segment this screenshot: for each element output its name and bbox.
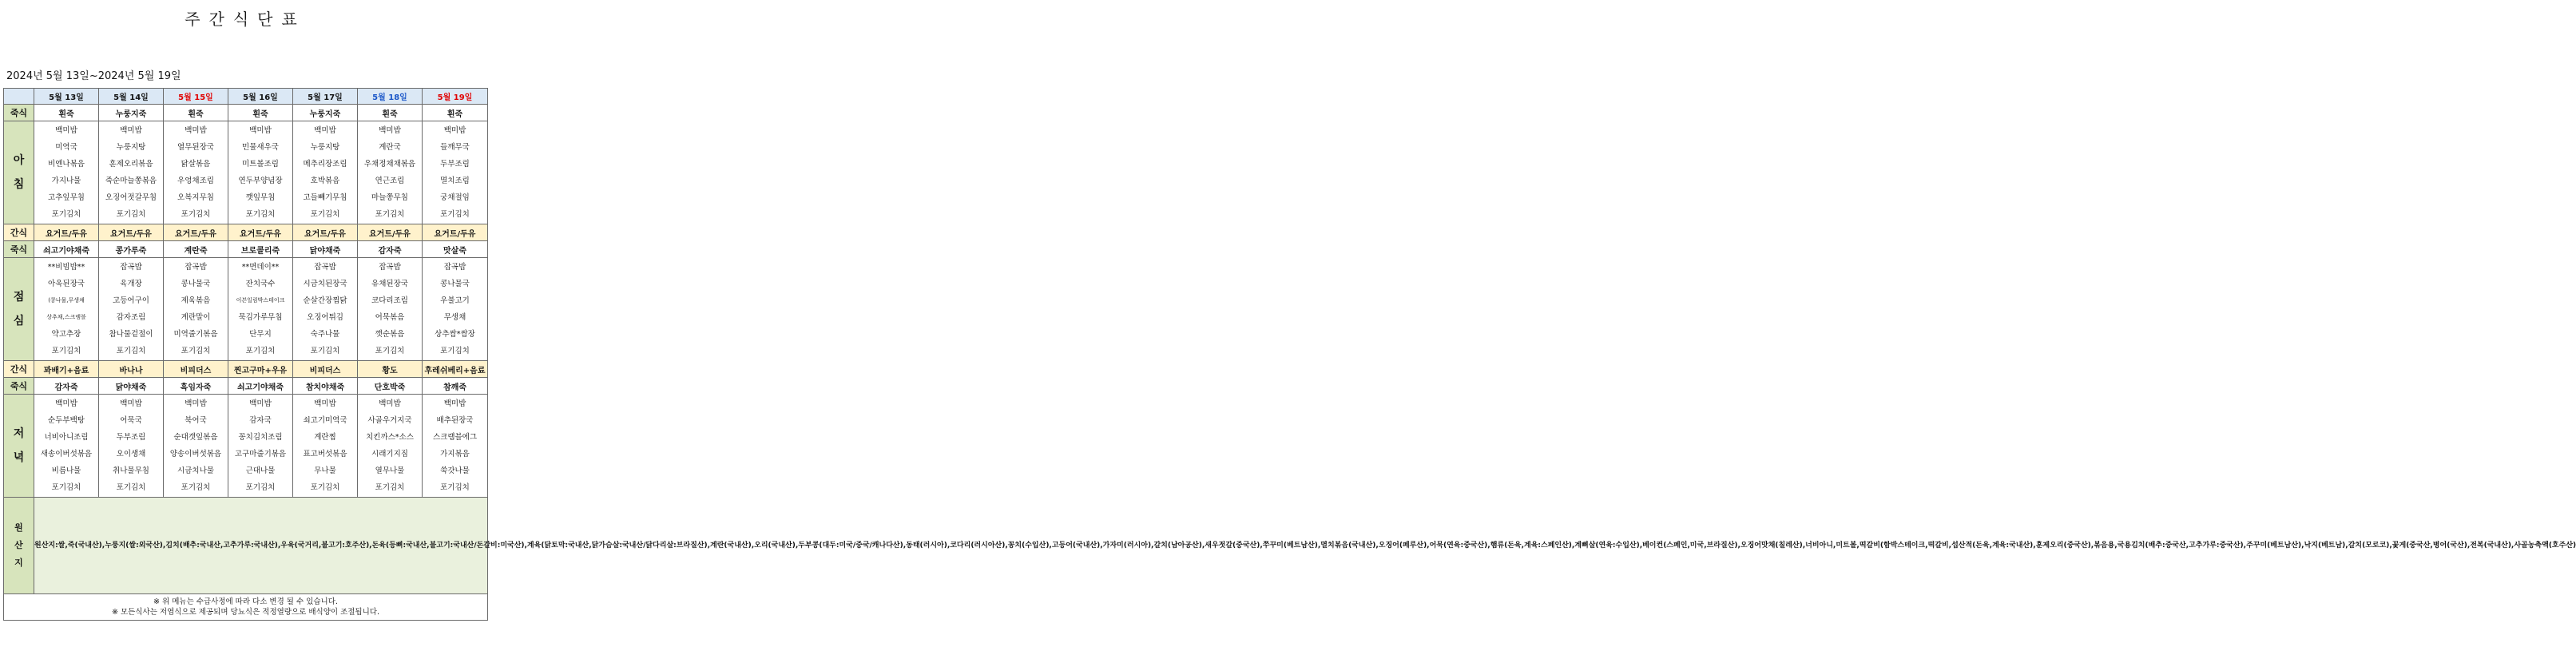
menu-item: 백미밥 [120,399,142,408]
porridge-cell: 감자죽 [358,241,423,258]
breakfast-label [4,121,34,224]
menu-item: 열무나물 [375,466,405,475]
menu-item: 오복지무침 [177,193,214,202]
menu-item: 포기김치 [116,210,146,219]
menu-item: 이븐일림박스테이크 [236,297,285,304]
menu-item: 포기김치 [310,483,340,492]
snack-cell: 요거트/두유 [99,224,164,241]
day-header: 5월 13일 [34,89,99,105]
lunch-label [4,258,34,361]
menu-item: 시금치된장국 [303,280,347,288]
menu-item: 비엔나볶음 [48,160,85,169]
menu-item: 북어국 [185,416,207,425]
dinner-cell [34,395,99,498]
menu-item: 죽순마늘쫑볶음 [105,177,157,185]
menu-item: 호박볶음 [310,177,340,185]
dinner-cell [358,395,423,498]
porridge-cell: 흰죽 [358,105,423,121]
porridge-cell: 콩가루죽 [99,241,164,258]
menu-item: 시래기지짐 [371,450,408,458]
menu-item: 잡곡밥 [379,263,401,272]
menu-item: 백미밥 [314,126,336,135]
snack-cell: 찐고구마+우유 [228,361,293,378]
porridge-label: 죽식 [4,378,34,395]
menu-item: 새송이버섯볶음 [40,450,93,458]
menu-item: 제육볶음 [181,296,211,305]
menu-item: 순대갯잎볶음 [173,433,218,442]
lunch-cell [34,258,99,361]
lunch-label-char: 점 [13,291,25,304]
menu-item: 계란말이 [181,313,211,322]
menu-item: 마늘쫑무침 [371,193,408,202]
menu-item: 참나물겉절이 [109,330,153,339]
menu-item: 순살간장찜닭 [303,296,347,305]
breakfast-cell [228,121,293,224]
menu-item: 사골우거지국 [367,416,412,425]
menu-item: 어묵볶음 [375,313,405,322]
menu-item: 단무지 [249,330,272,339]
day-header: 5월 15일 [164,89,228,105]
dinner-cell [293,395,358,498]
menu-item: 연근조림 [375,177,405,185]
menu-item: 무생채 [443,313,466,322]
menu-item: 치킨까스*소스 [366,433,414,442]
menu-item: 닭살볶음 [181,160,211,169]
porridge-cell: 누룽지죽 [99,105,164,121]
menu-item: 쇠고기미역국 [303,416,347,425]
menu-item: 미역국 [55,143,77,152]
snack-cell: 후레쉬베리+음료 [423,361,488,378]
porridge-cell: 닭야채죽 [293,241,358,258]
menu-item: 백미밥 [185,126,207,135]
menu-item: 잡곡밥 [314,263,336,272]
weekly-menu-table [3,88,2576,621]
porridge-cell: 쇠고기야채죽 [34,241,99,258]
lunch-cell [358,258,423,361]
menu-item: 포기김치 [51,347,81,355]
menu-item: 시금치나물 [177,466,214,475]
porridge-cell: 닭야채죽 [99,378,164,395]
menu-item: 포기김치 [375,347,405,355]
day-header: 5월 16일 [228,89,293,105]
lunch-cell [164,258,228,361]
menu-item: 배추된장국 [436,416,474,425]
menu-item: 감자조림 [116,313,146,322]
menu-item: 연두부양념장 [238,177,283,185]
origin-label-char: 원 [14,522,23,533]
breakfast-cell [423,121,488,224]
menu-item: 포기김치 [245,210,276,219]
snack-label: 간식 [4,361,34,378]
lunch-cell [99,258,164,361]
menu-item: 근대나물 [245,466,276,475]
menu-item: 포기김치 [181,483,211,492]
menu-item: 포기김치 [116,347,146,355]
dinner-label-char: 저 [13,427,25,440]
menu-item: 깻순볶음 [375,330,405,339]
porridge-cell: 흰죽 [423,105,488,121]
menu-item: 백미밥 [55,399,77,408]
menu-item: 우불고기 [440,296,470,305]
menu-item: 계란찜 [314,433,336,442]
menu-item: 궁채절임 [440,193,470,202]
menu-item: 잔치국수 [245,280,276,288]
menu-item: 누룽지탕 [310,143,340,152]
menu-item: 감자국 [249,416,272,425]
menu-item: 포기김치 [375,210,405,219]
breakfast-cell [99,121,164,224]
menu-item: 잡곡밥 [185,263,207,272]
menu-item: 코다리조림 [371,296,408,305]
porridge-cell: 흰죽 [228,105,293,121]
lunch-label-char: 심 [13,315,25,327]
menu-item: 어묵국 [120,416,142,425]
menu-item: 무나물 [314,466,336,475]
menu-item: 잡곡밥 [120,263,142,272]
menu-item: 열무된장국 [177,143,214,152]
menu-item: 콩나물국 [181,280,211,288]
porridge-cell: 흰죽 [164,105,228,121]
menu-item: 우채정채채볶음 [363,160,416,169]
porridge-cell: 참치야채죽 [293,378,358,395]
menu-item: 스크램블에그 [432,433,478,442]
notes [4,594,488,621]
porridge-cell: 브로콜리죽 [228,241,293,258]
lunch-cell [228,258,293,361]
snack-cell: 비피더스 [293,361,358,378]
snack-cell: 바나나 [99,361,164,378]
menu-item: 비름나물 [51,466,81,475]
menu-item: 훈제오리볶음 [109,160,153,169]
menu-item: 양송이버섯볶음 [169,450,222,458]
menu-item: 들깨무국 [440,143,470,152]
menu-item: 포기김치 [310,210,340,219]
porridge-cell: 단호박죽 [358,378,423,395]
menu-item: 고구마줄기볶음 [234,450,287,458]
breakfast-label-char: 침 [13,178,25,191]
menu-item: 백미밥 [443,399,466,408]
menu-item: 포기김치 [440,347,470,355]
breakfast-cell [358,121,423,224]
menu-item: 잡곡밥 [443,263,466,272]
day-header: 5월 18일 [358,89,423,105]
menu-item: 백미밥 [249,126,272,135]
menu-item: 누룽지탕 [116,143,146,152]
menu-item: 미역줄기볶음 [173,330,218,339]
menu-item: 백미밥 [185,399,207,408]
menu-item: 백미밥 [379,126,401,135]
menu-item: 메추리장조림 [303,160,347,169]
dinner-label-char: 녁 [13,451,25,464]
menu-item: 너비아니조림 [44,433,89,442]
menu-item: **비빔밥** [47,263,85,272]
menu-item: 꽁치김치조림 [238,433,283,442]
menu-item: 백미밥 [120,126,142,135]
menu-item: 포기김치 [181,347,211,355]
breakfast-cell [164,121,228,224]
menu-item: 민물새우국 [242,143,279,152]
menu-item: 콩나물국 [440,280,470,288]
menu-item: 두부조림 [116,433,146,442]
menu-item: 백미밥 [443,126,466,135]
menu-item: 두부조림 [440,160,470,169]
menu-item: 오징어젓갈무침 [105,193,157,202]
origin-label [4,498,34,594]
porridge-cell: 참깨죽 [423,378,488,395]
menu-item: 포기김치 [440,210,470,219]
porridge-label: 죽식 [4,105,34,121]
dinner-cell [164,395,228,498]
menu-item: 상추쌈*쌈장 [435,330,475,339]
menu-item: 백미밥 [55,126,77,135]
page-title: 주간식단표 [185,10,306,29]
origin-label-char: 지 [14,558,23,568]
menu-item: **면데이** [241,263,280,272]
breakfast-cell [34,121,99,224]
day-header: 5월 19일 [423,89,488,105]
menu-item: 쑥갓나물 [440,466,470,475]
porridge-cell: 누룽지죽 [293,105,358,121]
menu-item: 멸치조림 [440,177,470,185]
menu-item: 순두부백탕 [48,416,85,425]
menu-item: 포기김치 [310,347,340,355]
dinner-cell [99,395,164,498]
menu-item: 포기김치 [440,483,470,492]
lunch-cell [423,258,488,361]
menu-item: (콩나물,무생채 [48,297,85,304]
menu-item: 계란국 [379,143,401,152]
porridge-cell: 감자죽 [34,378,99,395]
note-line: ※ 모든식사는 저염식으로 제공되며 당뇨식은 적정열량으로 배식양이 조절됩니다. [112,608,379,617]
snack-cell: 요거트/두유 [423,224,488,241]
snack-label: 간식 [4,224,34,241]
porridge-cell: 맛살죽 [423,241,488,258]
lunch-cell [293,258,358,361]
snack-cell: 요거트/두유 [228,224,293,241]
menu-item: 약고추장 [51,330,81,339]
porridge-cell: 흰죽 [34,105,99,121]
menu-item: 가지나물 [51,177,81,185]
menu-item: 고등어구이 [113,296,149,305]
menu-item: 포기김치 [51,210,81,219]
dinner-cell [228,395,293,498]
snack-cell: 꽈배기+음료 [34,361,99,378]
menu-item: 백미밥 [314,399,336,408]
breakfast-label-char: 아 [13,154,25,167]
snack-cell: 비피더스 [164,361,228,378]
menu-item: 고추잎무침 [48,193,85,202]
porridge-cell: 흑임자죽 [164,378,228,395]
porridge-cell: 계란죽 [164,241,228,258]
snack-cell: 요거트/두유 [293,224,358,241]
menu-item: 포기김치 [245,347,276,355]
menu-item: 가지볶음 [440,450,470,458]
menu-item: 포기김치 [181,210,211,219]
snack-cell: 황도 [358,361,423,378]
snack-cell: 요거트/두유 [34,224,99,241]
menu-item: 포기김치 [245,483,276,492]
menu-item: 오이생채 [116,450,146,458]
menu-item: 포기김치 [51,483,81,492]
menu-item: 우엉채조림 [177,177,214,185]
snack-cell: 요거트/두유 [358,224,423,241]
day-header: 5월 17일 [293,89,358,105]
menu-item: 백미밥 [249,399,272,408]
menu-item: 표고버섯볶음 [303,450,347,458]
menu-item: 육개장 [120,280,142,288]
snack-cell: 요거트/두유 [164,224,228,241]
menu-item: 묵김가루무침 [238,313,283,322]
menu-item: 포기김치 [116,483,146,492]
menu-item: 백미밥 [379,399,401,408]
porridge-label: 죽식 [4,241,34,258]
menu-item: 포기김치 [375,483,405,492]
dinner-label [4,395,34,498]
menu-item: 상추채,스크램블 [46,314,86,320]
menu-item: 아욱된장국 [48,280,85,288]
menu-period: 2024년 5월 13일~2024년 5월 19일 [6,70,181,82]
menu-item: 오징어튀김 [307,313,343,322]
note-line: ※ 위 메뉴는 수급사정에 따라 다소 변경 될 수 있습니다. [153,597,338,606]
corner-cell [4,89,34,105]
breakfast-cell [293,121,358,224]
menu-item: 깻잎무침 [245,193,276,202]
menu-item: 유채된장국 [371,280,408,288]
day-header: 5월 14일 [99,89,164,105]
origin-label-char: 산 [14,540,23,550]
menu-item: 미트볼조림 [242,160,279,169]
dinner-cell [423,395,488,498]
menu-item: 고들빼기무침 [303,193,347,202]
menu-item: 숙주나물 [310,330,340,339]
menu-item: 취나물무침 [113,466,149,475]
porridge-cell: 쇠고기야채죽 [228,378,293,395]
origin-info: 원산지:쌀,죽(국내산),누룽지(쌀:외국산),김치(배추:국내산,고추가루:국내산),우육(국거리,불고기:호주산),돈육(등뼈:국내산,불고기:국내산/돈갈비:미국산),계육(닭토막:국내산,닭가슴살:국내산/닭다리살:브라질산),계란(국내산),오리(국내산),두부콩(대두:미국/중국/캐나다산),동태(러시아),코다리(러시아산),꽁치(수입산),고등어(국내산),가자미(러시아),갈치(남아공산),새우젓갈(중국산),쭈꾸미(베트남산),멸치볶음(국내산),오징어(페루산),어묵(연육:중국산),햄류(돈육,계육:스페인산),계뼈살(연육:수입산),베이컨(스페인,미국,브라질산),오징어맛채(칠레산),너비아니,미트볼,떡갈비(함박스테이크,떡갈비,섭산적(돈육,계육:국내산),훈제오리(중국산),볶음용,국용김치(배추:중국산,고추가루:중국산),주꾸미(베트남산),낙지(베트남),갈치(모로코),꽃게(중국산,병어(국산),전복(국내산),사골농축액(호주산) [34,498,488,594]
